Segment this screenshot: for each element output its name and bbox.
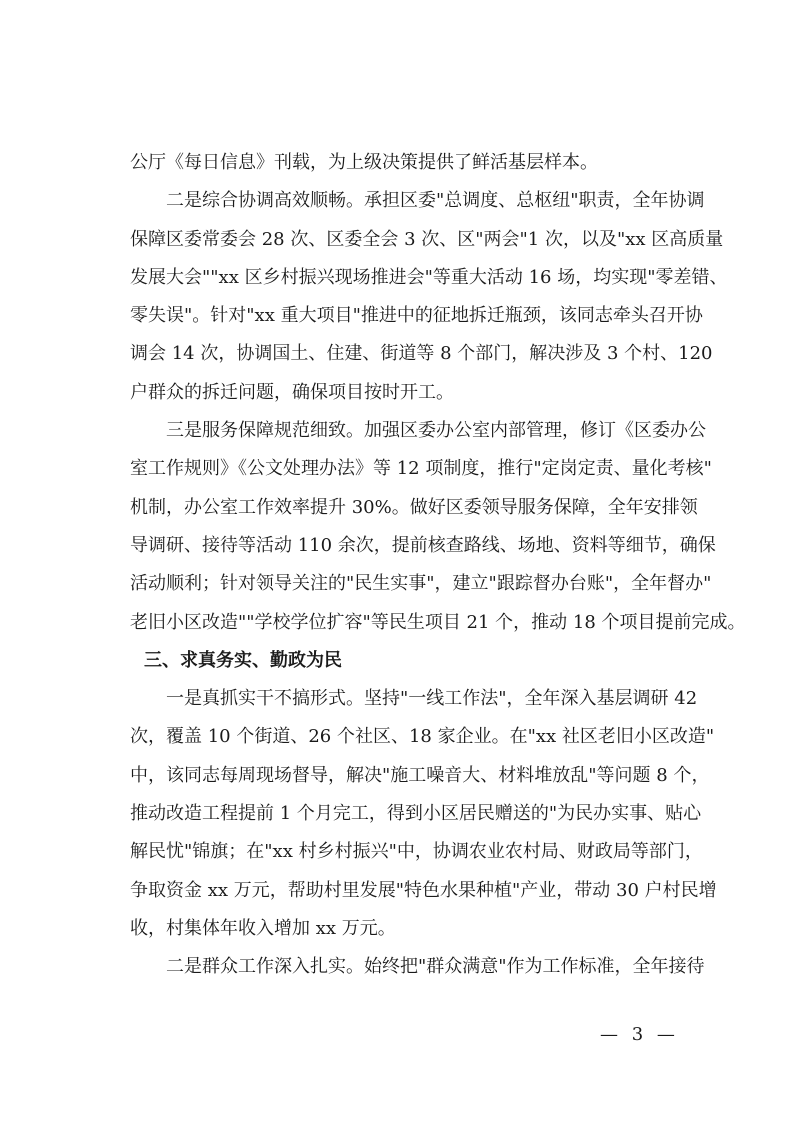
page-number: — 3 —: [600, 1024, 679, 1045]
text-line: 保障区委常委会 28 次、区委全会 3 次、区"两会"1 次，以及"xx 区高质量: [130, 228, 724, 250]
text-line: 发展大会""xx 区乡村振兴现场推进会"等重大活动 16 场，均实现"零差错、: [130, 266, 728, 288]
section-heading: 三、求真务实、勤政为民: [144, 649, 342, 671]
body-text: [130, 144, 746, 987]
text-line: 公厅《每日信息》刊载，为上级决策提供了鲜活基层样本。: [130, 152, 598, 173]
text-line: 争取资金 xx 万元，帮助村里发展"特色水果种植"产业，带动 30 户村民增: [130, 879, 717, 901]
text-line: 推动改造工程提前 1 个月完工，得到小区居民赠送的"为民办实事、贴心: [130, 803, 702, 825]
text-line: 收，村集体年收入增加 xx 万元。: [130, 917, 396, 939]
text-line: 活动顺利；针对领导关注的"民生实事"，建立"跟踪督办台账"，全年督办": [130, 573, 712, 595]
text-line: 解民忧"锦旗；在"xx 村乡村振兴"中，协调农业农村局、财政局等部门，: [130, 841, 703, 863]
text-line: 机制，办公室工作效率提升 30%。做好区委领导服务保障，全年安排领: [130, 496, 698, 518]
text-line: 次，覆盖 10 个街道、26 个社区、18 家企业。在"xx 社区老旧小区改造": [130, 726, 715, 748]
text-line: 二是综合协调高效顺畅。承担区委"总调度、总枢纽"职责，全年协调: [166, 190, 705, 212]
text-line: 户群众的拆迁问题，确保项目按时开工。: [130, 381, 454, 403]
text-line: 室工作规则》《公文处理办法》等 12 项制度，推行"定岗定责、量化考核": [130, 458, 712, 480]
text-line: 零失误"。针对"xx 重大项目"推进中的征地拆迁瓶颈，该同志牵头召开协: [130, 305, 703, 327]
text-line: 一是真抓实干不搞形式。坚持"一线工作法"，全年深入基层调研 42: [166, 688, 698, 710]
text-line: 调会 14 次，协调国土、住建、街道等 8 个部门，解决涉及 3 个村、120: [130, 343, 713, 365]
text-line: 二是群众工作深入扎实。始终把"群众满意"作为工作标准，全年接待: [166, 956, 705, 978]
text-line: 老旧小区改造""学校学位扩容"等民生项目 21 个，推动 18 个项目提前完成。: [130, 611, 746, 633]
text-line: 三是服务保障规范细致。加强区委办公室内部管理，修订《区委办公: [166, 420, 706, 442]
text-line: 导调研、接待等活动 110 余次，提前核查路线、场地、资料等细节，确保: [130, 534, 716, 556]
text-line: 中，该同志每周现场督导，解决"施工噪音大、材料堆放乱"等问题 8 个，: [130, 764, 710, 786]
